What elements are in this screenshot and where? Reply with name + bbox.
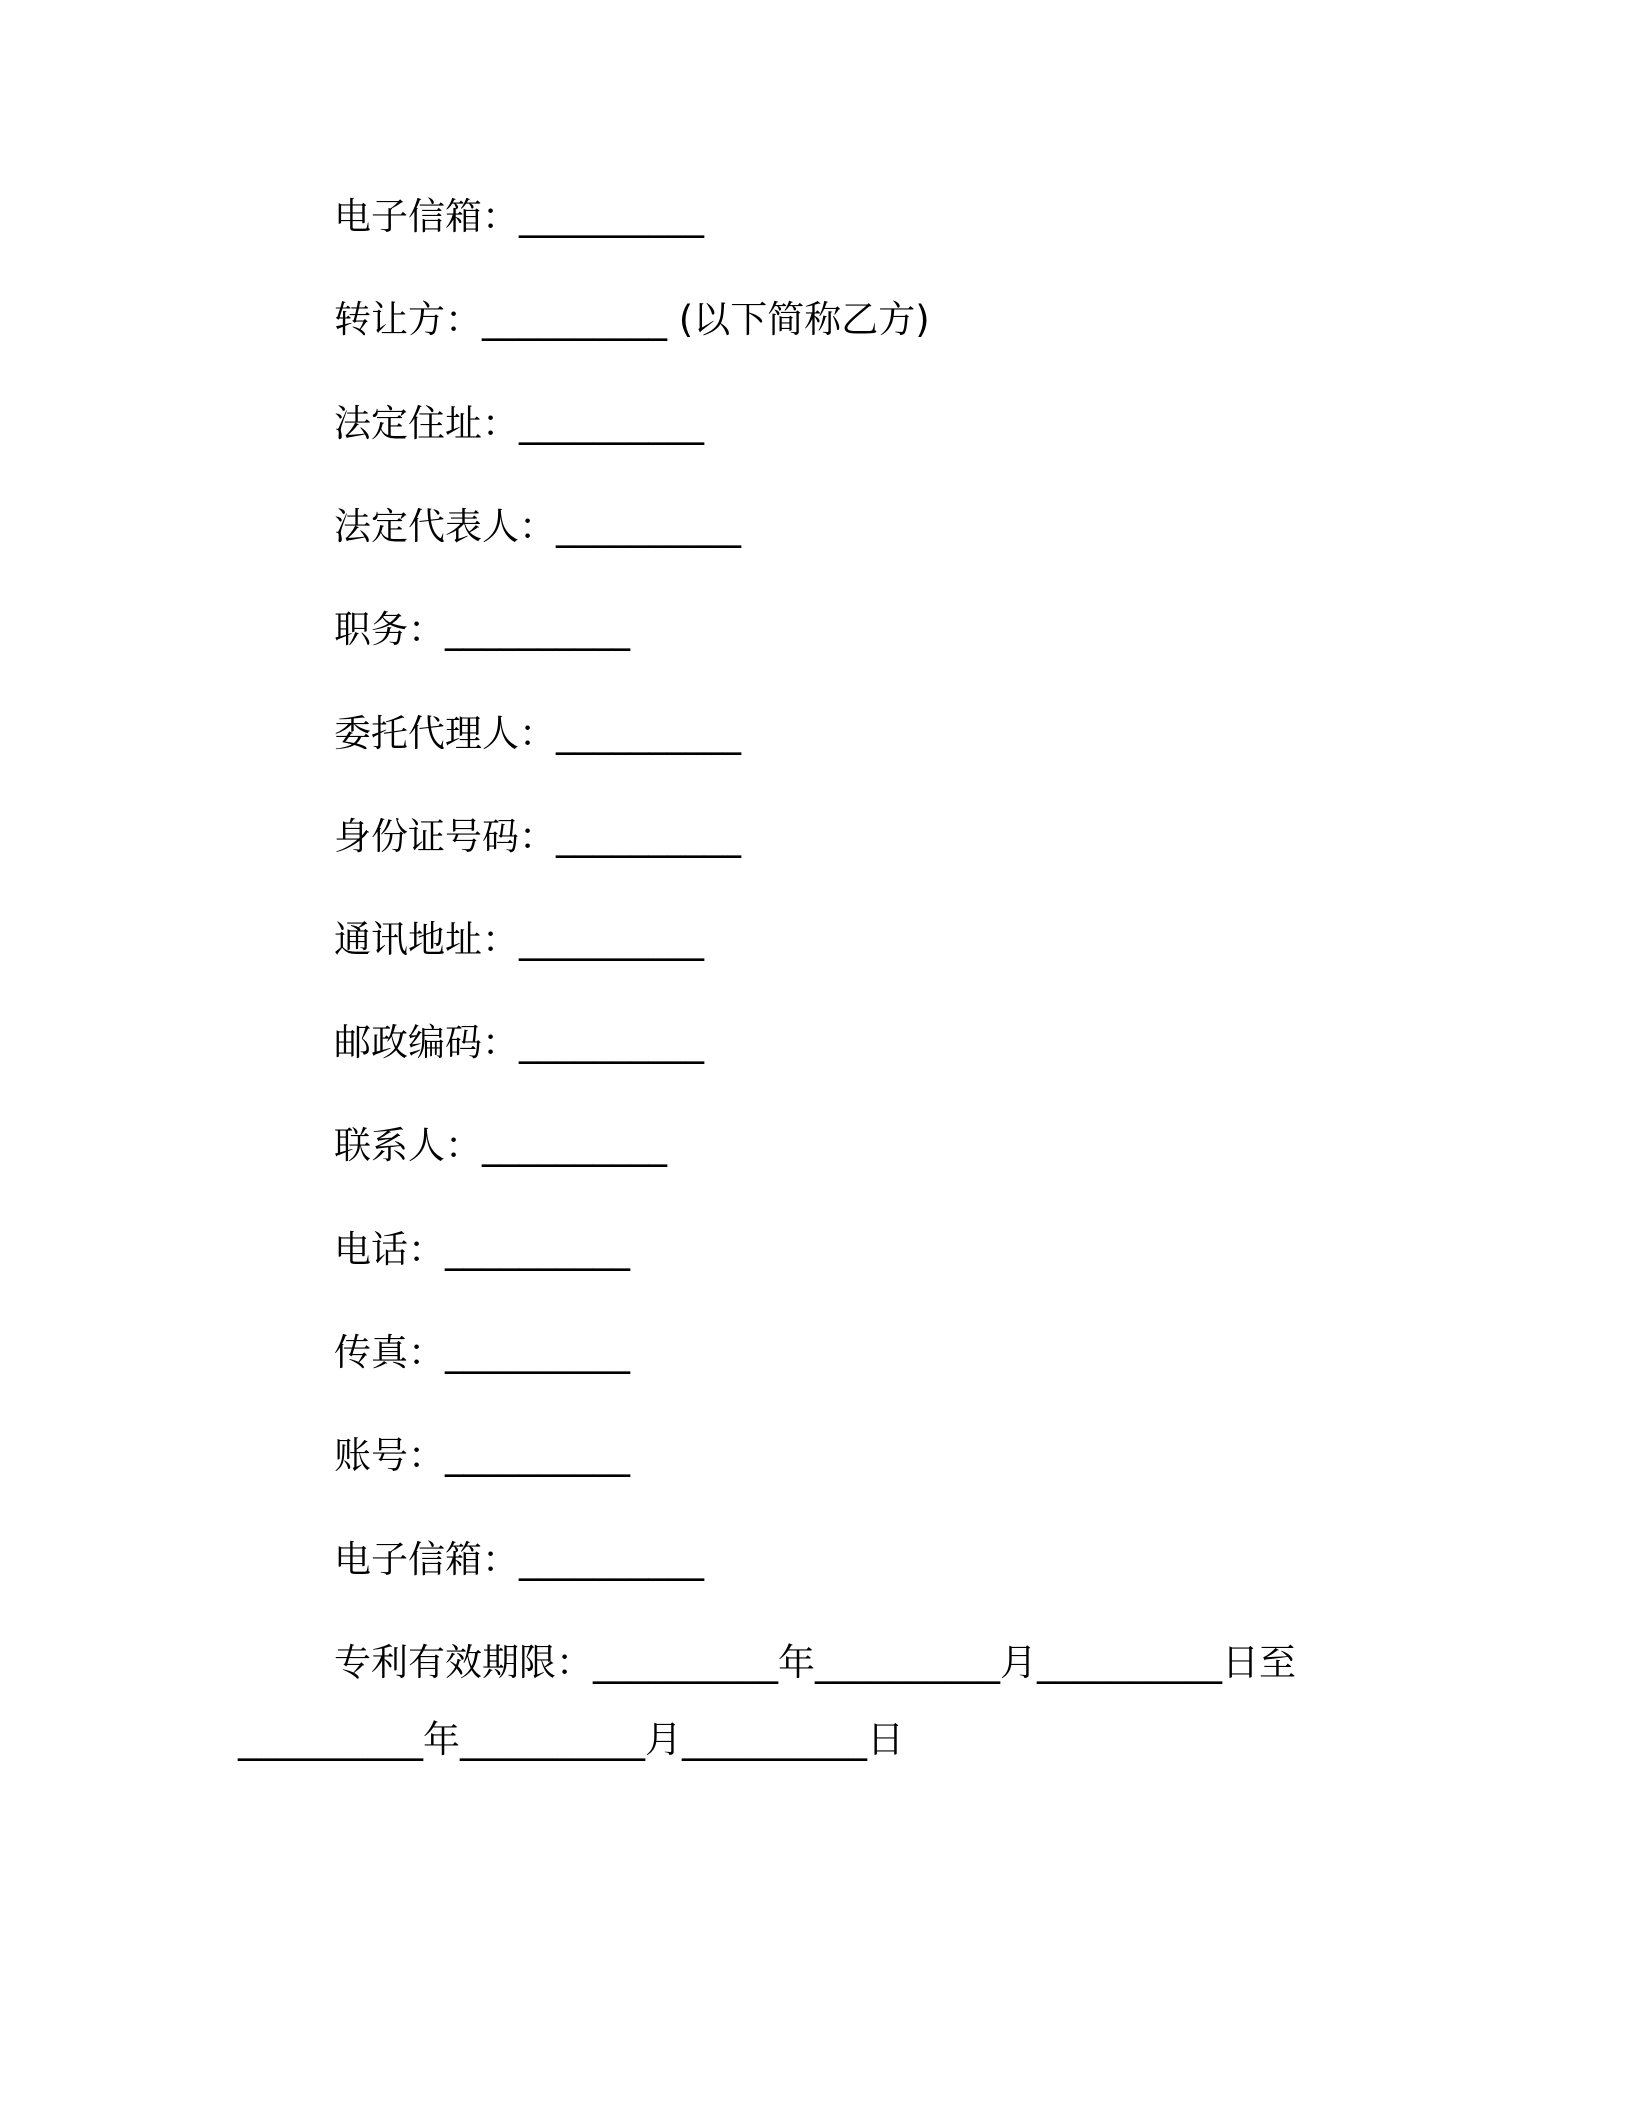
fill-blank[interactable]: __________ — [445, 1434, 630, 1477]
fill-blank[interactable]: __________ — [556, 712, 741, 755]
fill-blank[interactable]: __________ — [519, 1538, 704, 1581]
fill-blank[interactable]: __________ — [519, 195, 704, 238]
day-to-unit: 日至 — [1222, 1641, 1296, 1684]
end-month-blank[interactable]: __________ — [460, 1718, 645, 1761]
postal-code-line — [334, 1021, 704, 1065]
field-label: 电子信箱： — [334, 195, 519, 238]
fill-blank[interactable]: __________ — [482, 1124, 667, 1167]
field-label: 联系人： — [334, 1124, 482, 1167]
field-label: 转让方： — [334, 298, 482, 341]
legal-address-line — [334, 402, 704, 446]
field-label: 电子信箱： — [334, 1538, 519, 1581]
fill-blank[interactable]: __________ — [556, 815, 741, 858]
seller-email-line — [334, 195, 704, 239]
patent-term-label: 专利有效期限： — [334, 1641, 593, 1684]
field-label: 电话： — [334, 1228, 445, 1271]
field-label: 身份证号码： — [334, 815, 556, 858]
field-label: 邮政编码： — [334, 1021, 519, 1064]
day-unit: 日 — [867, 1718, 904, 1761]
id-number-line — [334, 815, 741, 859]
fill-blank[interactable]: __________ — [445, 1228, 630, 1271]
fill-blank[interactable]: __________ — [519, 1021, 704, 1064]
agent-line — [334, 712, 741, 756]
phone-line — [334, 1228, 630, 1272]
field-label: 传真： — [334, 1331, 445, 1374]
fill-blank[interactable]: __________ — [556, 505, 741, 548]
fill-blank[interactable]: __________ — [519, 402, 704, 445]
transferor-line — [334, 298, 930, 342]
end-year-blank[interactable]: __________ — [238, 1718, 423, 1761]
month-unit: 月 — [645, 1718, 682, 1761]
start-year-blank[interactable]: __________ — [593, 1641, 778, 1684]
year-unit: 年 — [423, 1718, 460, 1761]
field-label: 通讯地址： — [334, 918, 519, 961]
patent-term-line — [334, 1641, 1296, 1685]
contact-person-line — [334, 1124, 667, 1168]
account-line — [334, 1434, 630, 1478]
position-line — [334, 608, 630, 652]
fill-blank[interactable]: __________ — [445, 608, 630, 651]
year-unit: 年 — [778, 1641, 815, 1684]
field-label: 职务： — [334, 608, 445, 651]
field-label: 法定代表人： — [334, 505, 556, 548]
mailing-address-line — [334, 918, 704, 962]
start-day-blank[interactable]: __________ — [1037, 1641, 1222, 1684]
fax-line — [334, 1331, 630, 1375]
field-label: 账号： — [334, 1434, 445, 1477]
transferor-email-line — [334, 1538, 704, 1582]
end-day-blank[interactable]: __________ — [682, 1718, 867, 1761]
fill-blank[interactable]: __________ — [519, 918, 704, 961]
fill-blank[interactable]: __________ — [482, 298, 667, 341]
legal-representative-line — [334, 505, 741, 549]
field-label: 法定住址： — [334, 402, 519, 445]
patent-term-end-line — [238, 1718, 904, 1762]
party-alias-note: (以下简称乙方) — [667, 298, 930, 341]
fill-blank[interactable]: __________ — [445, 1331, 630, 1374]
start-month-blank[interactable]: __________ — [815, 1641, 1000, 1684]
month-unit: 月 — [1000, 1641, 1037, 1684]
field-label: 委托代理人： — [334, 712, 556, 755]
